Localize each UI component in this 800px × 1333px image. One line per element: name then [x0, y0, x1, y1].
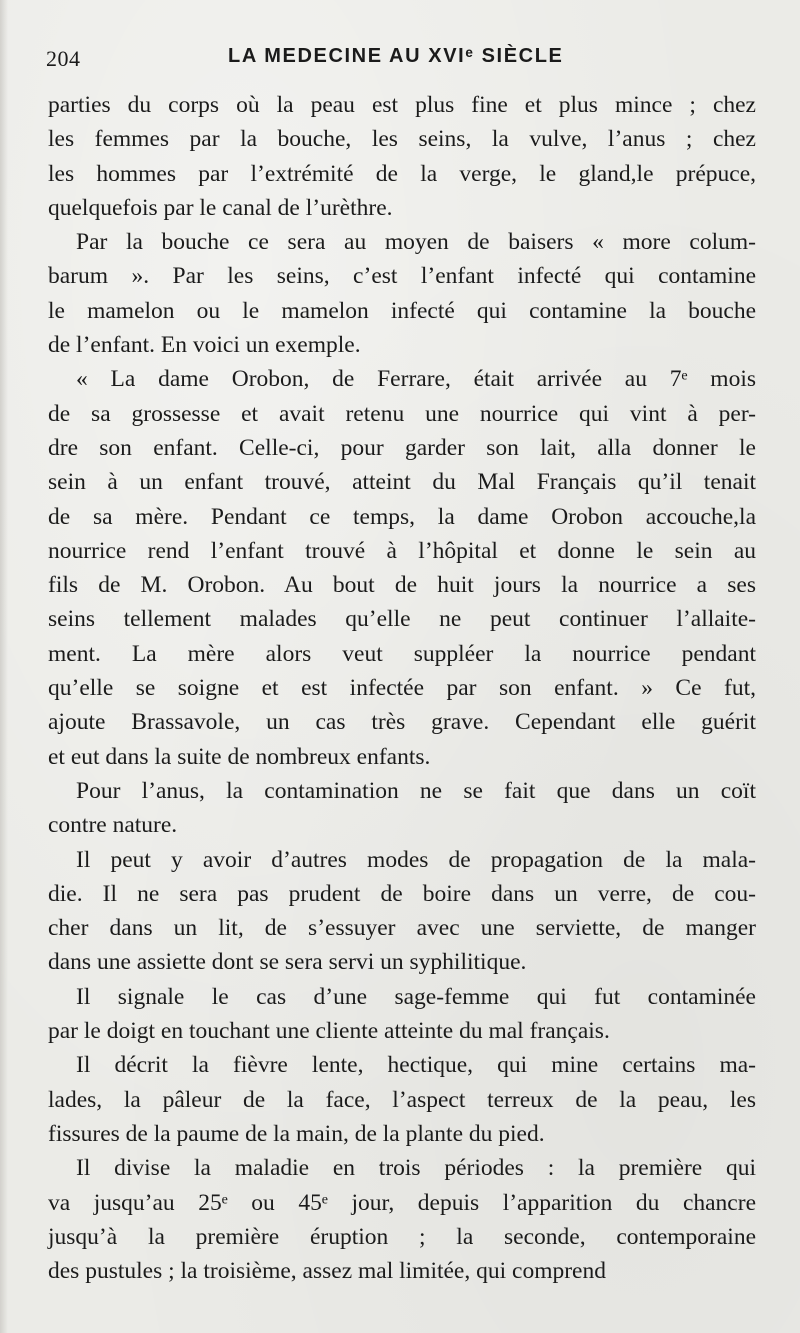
text-line: contre nature.: [48, 812, 178, 839]
text-line: parties du corps où la peau est plus fine et plus mince ; chez: [48, 92, 756, 118]
running-head: LA MEDECINE AU XVIᵉ SIÈCLE: [228, 45, 564, 67]
text-line: des pustules ; la troisième, assez mal limitée, qui comprend: [48, 1258, 606, 1285]
paragraph: [48, 980, 756, 1049]
text-line: ajoute Brassavole, un cas très grave. Cependant elle guérit: [48, 709, 756, 736]
text-line: dans une assiette dont se sera servi un syphilitique.: [48, 949, 527, 976]
paragraph: [48, 774, 756, 843]
text-line: Pour l’anus, la contamination ne se fait que dans un coït: [76, 777, 756, 804]
text-line: qu’elle se soigne et est infectée par son enfant. » Ce fut,: [48, 675, 756, 702]
paragraph: [48, 843, 756, 980]
text-line: ment. La mère alors veut suppléer la nourrice pendant: [48, 640, 756, 667]
text-line: lades, la pâleur de la face, l’aspect terreux de la peau, les: [48, 1086, 756, 1113]
page-edge-shadow: [0, 0, 8, 1333]
text-line: dre son enfant. Celle-ci, pour garder son lait, alla donner le: [48, 434, 756, 461]
paragraph: [48, 88, 756, 225]
body-text: [48, 88, 756, 1288]
paragraph: [48, 1048, 756, 1151]
paragraph: [48, 1151, 756, 1288]
text-line: de sa mère. Pendant ce temps, la dame Orobon accouche,la: [48, 503, 756, 530]
page-header: [36, 42, 756, 72]
text-line: Il signale le cas d’une sage-femme qui fut contaminée: [76, 983, 756, 1010]
text-line: le mamelon ou le mamelon infecté qui contamine la bouche: [48, 297, 756, 324]
text-line: barum ». Par les seins, c’est l’enfant infecté qui contamine: [48, 263, 756, 290]
text-line: de sa grossesse et avait retenu une nourrice qui vint à per-: [48, 400, 756, 427]
paragraph: [48, 362, 756, 774]
text-line: quelquefois par le canal de l’urèthre.: [48, 194, 393, 221]
text-line: Il divise la maladie en trois périodes : la première qui: [76, 1155, 756, 1182]
text-line: par le doigt en touchant une cliente atteinte du mal français.: [48, 1018, 610, 1045]
text-line: seins tellement malades qu’elle ne peut continuer l’allaite-: [48, 606, 756, 633]
text-line: fissures de la paume de la main, de la plante du pied.: [48, 1120, 545, 1147]
text-line: sein à un enfant trouvé, atteint du Mal Français qu’il tenait: [48, 469, 756, 496]
text-line: et eut dans la suite de nombreux enfants.: [48, 743, 431, 770]
text-line: fils de M. Orobon. Au bout de huit jours la nourrice a ses: [48, 572, 756, 599]
text-line: Il décrit la fièvre lente, hectique, qui mine certains ma-: [76, 1052, 756, 1079]
text-line: die. Il ne sera pas prudent de boire dans un verre, de cou-: [48, 880, 756, 907]
text-line: Par la bouche ce sera au moyen de baisers « more colum-: [76, 229, 756, 256]
text-line: les hommes par l’extrémité de la verge, le gland,le prépuce,: [48, 160, 756, 187]
text-line: de l’enfant. En voici un exemple.: [48, 332, 361, 359]
text-line: nourrice rend l’enfant trouvé à l’hôpital et donne le sein au: [48, 537, 756, 564]
paragraph: [48, 225, 756, 362]
page-number: 204: [46, 46, 81, 71]
text-line: « La dame Orobon, de Ferrare, était arrivée au 7ᵉ mois: [76, 366, 756, 393]
text-line: les femmes par la bouche, les seins, la vulve, l’anus ; chez: [48, 126, 756, 153]
text-line: cher dans un lit, de s’essuyer avec une serviette, de manger: [48, 915, 756, 942]
text-line: Il peut y avoir d’autres modes de propagation de la mala-: [76, 846, 756, 873]
text-line: va jusqu’au 25ᵉ ou 45ᵉ jour, depuis l’apparition du chancre: [48, 1189, 756, 1216]
text-line: jusqu’à la première éruption ; la seconde, contemporaine: [48, 1223, 756, 1250]
